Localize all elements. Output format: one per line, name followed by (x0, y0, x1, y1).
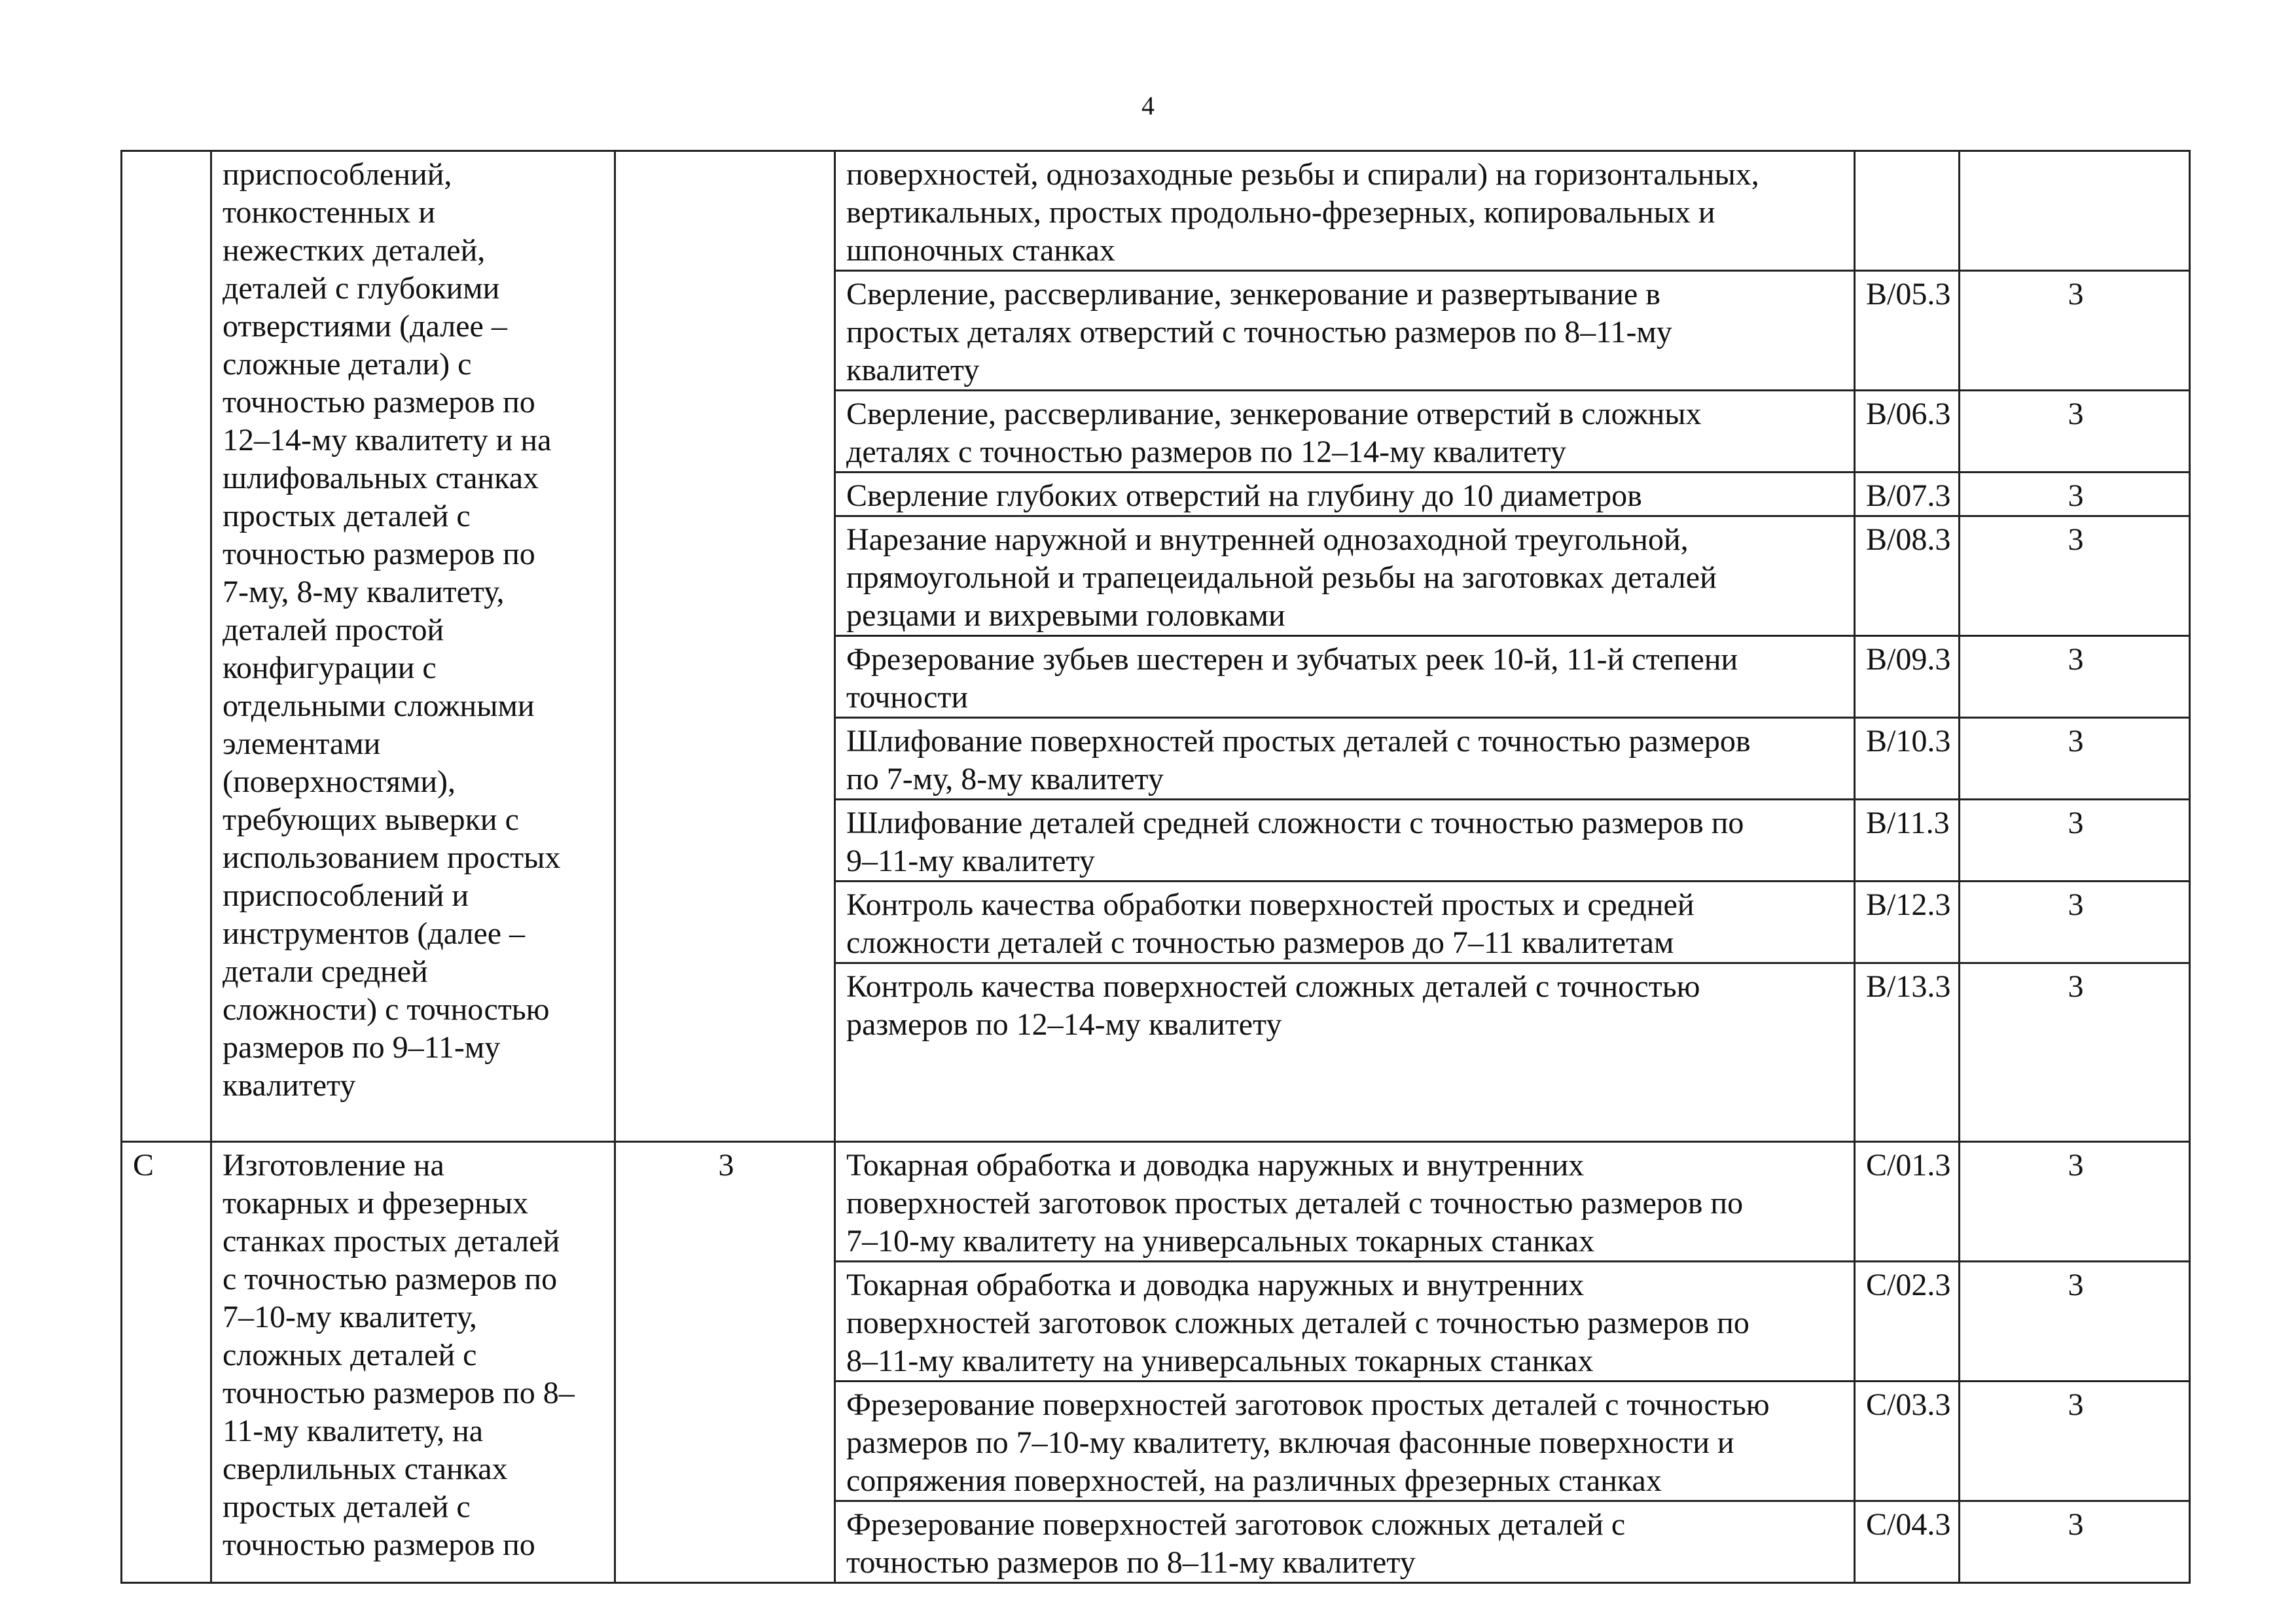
group-name-line: точностью размеров по 8– (223, 1376, 575, 1410)
group-name-line: шлифовальных станках (223, 461, 539, 495)
labor-function-cell (835, 473, 1855, 516)
group-level-cell: 3 (615, 1142, 835, 1583)
function-level-cell: 3 (1960, 1501, 2190, 1583)
function-code-cell: B/09.3 (1855, 636, 1960, 718)
function-level-cell (1960, 151, 2190, 271)
labor-function-line: Контроль качества обработки поверхностей простых и средней (846, 887, 1695, 922)
labor-function-cell (835, 963, 1855, 1142)
labor-function-line: размеров по 12–14-му квалитету (846, 1007, 1282, 1042)
labor-function-line: Сверление глубоких отверстий на глубину до 10 диаметров (846, 478, 1642, 513)
labor-function-cell (835, 151, 1855, 271)
group-name-line: деталей с глубокими (223, 271, 500, 306)
function-code-cell: C/02.3 (1855, 1262, 1960, 1382)
labor-function-line: поверхностей заготовок простых деталей с точностью размеров по (846, 1186, 1744, 1221)
labor-function-line: резцами и вихревыми головками (846, 598, 1285, 633)
labor-function-cell (835, 516, 1855, 636)
group-name-line: квалитету (223, 1068, 356, 1103)
group-name-line: точностью размеров по (223, 385, 535, 419)
labor-function-cell (835, 882, 1855, 963)
function-level-cell: 3 (1960, 516, 2190, 636)
labor-function-line: точностью размеров по 8–11-му квалитету (846, 1545, 1416, 1580)
function-code-cell: B/06.3 (1855, 391, 1960, 473)
group-name-line: простых деталей с (223, 1489, 471, 1524)
group-name-line: Изготовление на (223, 1148, 444, 1183)
labor-function-line: Нарезание наружной и внутренней однозаходной треугольной, (846, 522, 1689, 557)
table-row (122, 151, 2190, 271)
group-name-line: использованием простых (223, 840, 561, 875)
labor-function-cell (835, 1501, 1855, 1583)
function-level-cell: 3 (1960, 800, 2190, 882)
labor-function-cell (835, 1142, 1855, 1262)
labor-function-line: 7–10-му квалитету на универсальных токарных станках (846, 1224, 1595, 1258)
labor-function-line: Шлифование деталей средней сложности с точностью размеров по (846, 806, 1744, 840)
function-code-cell: B/11.3 (1855, 800, 1960, 882)
function-code-cell: B/05.3 (1855, 271, 1960, 391)
group-level-cell (615, 151, 835, 1142)
function-code-cell: C/04.3 (1855, 1501, 1960, 1583)
group-code-cell: C (122, 1142, 211, 1583)
function-code-cell (1855, 151, 1960, 271)
group-name-line: с точностью размеров по (223, 1262, 558, 1296)
group-name-line: отдельными сложными (223, 688, 535, 723)
function-level-cell: 3 (1960, 882, 2190, 963)
group-name-line: отверстиями (далее – (223, 309, 507, 344)
group-name-line: размеров по 9–11-му (223, 1030, 501, 1065)
group-name-line: точностью размеров по (223, 1527, 535, 1562)
labor-function-line: Токарная обработка и доводка наружных и внутренних (846, 1268, 1585, 1302)
labor-function-line: по 7-му, 8-му квалитету (846, 762, 1164, 796)
function-code-cell: B/07.3 (1855, 473, 1960, 516)
labor-function-line: Фрезерование поверхностей заготовок простых деталей с точностью (846, 1387, 1770, 1422)
function-code-cell: C/03.3 (1855, 1382, 1960, 1501)
function-code-cell: B/10.3 (1855, 718, 1960, 800)
group-name-cell (211, 1142, 615, 1583)
function-level-cell: 3 (1960, 271, 2190, 391)
function-level-cell: 3 (1960, 718, 2190, 800)
labor-function-cell (835, 1262, 1855, 1382)
group-name-line: 12–14-му квалитету и на (223, 423, 552, 457)
labor-function-line: 8–11-му квалитету на универсальных токарных станках (846, 1344, 1594, 1378)
group-name-line: станках простых деталей (223, 1224, 560, 1258)
labor-function-line: Сверление, рассверливание, зенкерование отверстий в сложных (846, 397, 1702, 431)
labor-function-line: Сверление, рассверливание, зенкерование и развертывание в (846, 277, 1660, 312)
labor-function-line: квалитету (846, 353, 980, 387)
function-level-cell: 3 (1960, 1262, 2190, 1382)
group-name-line: тонкостенных и (223, 195, 436, 230)
labor-function-cell (835, 271, 1855, 391)
group-name-line: 11-му квалитету, на (223, 1414, 484, 1448)
group-name-line: (поверхностями), (223, 764, 456, 799)
labor-function-line: Шлифование поверхностей простых деталей с точностью размеров (846, 724, 1751, 758)
labor-functions-table (120, 150, 2191, 1584)
group-name-line: простых деталей с (223, 499, 471, 533)
labor-function-line: простых деталях отверстий с точностью размеров по 8–11-му (846, 315, 1672, 349)
labor-function-line: прямоугольной и трапецеидальной резьбы на заготовках деталей (846, 560, 1717, 595)
labor-function-line: поверхностей, однозаходные резьбы и спирали) на горизонтальных, (846, 157, 1759, 192)
group-name-line: инструментов (далее – (223, 916, 526, 951)
labor-function-line: поверхностей заготовок сложных деталей с точностью размеров по (846, 1306, 1749, 1340)
labor-function-cell (835, 718, 1855, 800)
group-name-line: нежестких деталей, (223, 233, 486, 268)
group-name-line: 7–10-му квалитету, (223, 1300, 477, 1334)
function-code-cell: B/13.3 (1855, 963, 1960, 1142)
labor-function-cell (835, 636, 1855, 718)
labor-function-line: размеров по 7–10-му квалитету, включая фасонные поверхности и (846, 1425, 1734, 1460)
group-code-cell (122, 151, 211, 1142)
group-name-line: конфигурации с (223, 651, 437, 685)
labor-function-line: Токарная обработка и доводка наружных и внутренних (846, 1148, 1585, 1183)
group-name-line: требующих выверки с (223, 802, 519, 837)
labor-function-line: сопряжения поверхностей, на различных фрезерных станках (846, 1463, 1662, 1498)
group-name-line: точностью размеров по (223, 537, 535, 571)
group-name-line: приспособлений и (223, 878, 469, 913)
labor-function-line: шпоночных станках (846, 233, 1115, 268)
function-level-cell: 3 (1960, 391, 2190, 473)
labor-function-line: точности (846, 680, 969, 715)
group-name-line: сложных деталей с (223, 1338, 477, 1372)
labor-function-cell (835, 391, 1855, 473)
group-name-line: токарных и фрезерных (223, 1186, 529, 1221)
labor-function-line: вертикальных, простых продольно-фрезерных, копировальных и (846, 195, 1715, 230)
table-row (122, 1142, 2190, 1262)
labor-function-line: деталях с точностью размеров по 12–14-му квалитету (846, 435, 1566, 469)
function-level-cell: 3 (1960, 1142, 2190, 1262)
page-number: 4 (1141, 91, 1155, 120)
labor-function-line: 9–11-му квалитету (846, 844, 1095, 878)
labor-function-line: сложности деталей с точностью размеров до 7–11 квалитетам (846, 925, 1674, 960)
labor-function-cell (835, 1382, 1855, 1501)
labor-function-line: Контроль качества поверхностей сложных деталей с точностью (846, 969, 1700, 1004)
group-name-line: приспособлений, (223, 157, 452, 192)
group-name-line: элементами (223, 726, 381, 761)
function-level-cell: 3 (1960, 1382, 2190, 1501)
function-code-cell: C/01.3 (1855, 1142, 1960, 1262)
group-name-line: 7-му, 8-му квалитету, (223, 575, 505, 609)
function-level-cell: 3 (1960, 473, 2190, 516)
group-name-line: сложности) с точностью (223, 992, 550, 1027)
group-name-cell (211, 151, 615, 1142)
labor-function-line: Фрезерование зубьев шестерен и зубчатых реек 10-й, 11-й степени (846, 642, 1738, 677)
function-code-cell: B/08.3 (1855, 516, 1960, 636)
function-level-cell: 3 (1960, 963, 2190, 1142)
group-name-line: детали средней (223, 954, 428, 989)
group-name-line: деталей простой (223, 613, 444, 647)
group-name-line: сложные детали) с (223, 347, 472, 382)
group-name-line: сверлильных станках (223, 1452, 508, 1486)
function-code-cell: B/12.3 (1855, 882, 1960, 963)
labor-function-line: Фрезерование поверхностей заготовок сложных деталей с (846, 1507, 1626, 1542)
labor-function-cell (835, 800, 1855, 882)
function-level-cell: 3 (1960, 636, 2190, 718)
